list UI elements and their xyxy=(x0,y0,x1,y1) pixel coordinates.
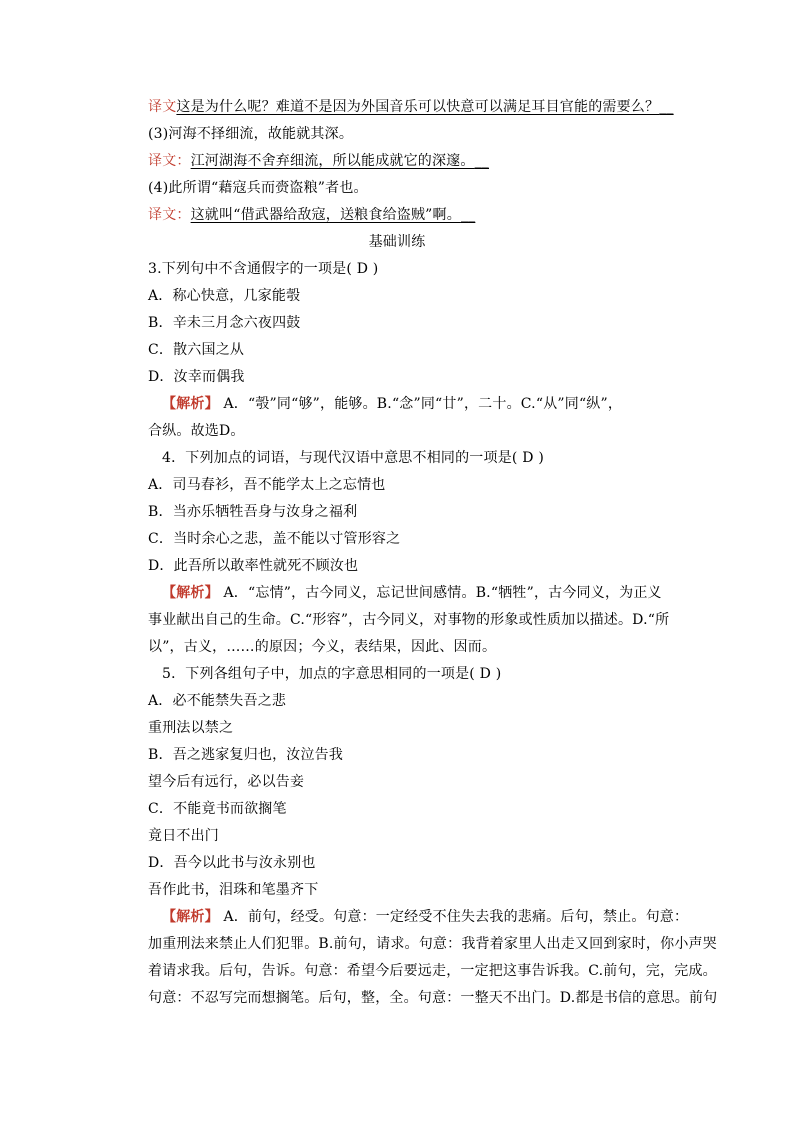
q4-analysis-line-1 xyxy=(162,583,662,603)
translation-label: 译文： xyxy=(148,207,191,223)
q4-option-d: D．此吾所以敢率性就死不顾汝也 xyxy=(148,558,359,574)
q4-option-a: A．司马春衫，吾不能学太上之忘情也 xyxy=(148,477,386,493)
analysis-tag: 【解析】 xyxy=(162,585,219,601)
q5-close: ) xyxy=(495,666,502,682)
q5-option-b-1: B．吾之逃家复归也，汝泣告我 xyxy=(148,747,344,763)
q5-analysis-line-1 xyxy=(162,907,688,927)
translation-4 xyxy=(148,205,475,225)
q5-option-d-2: 吾作此书，泪珠和笔墨齐下 xyxy=(148,882,319,898)
q5-analysis-line-2: 加重刑法来禁止人们犯罪。B.前句，请求。句意：我背着家里人出走又回到家时，你小声哭 xyxy=(148,936,717,952)
q5-option-b-2: 望今后有远行，必以告妾 xyxy=(148,774,305,790)
source-sentence-3: (3)河海不择细流，故能就其深。 xyxy=(148,126,354,142)
q4-option-b: B．当亦乐牺牲吾身与汝身之福利 xyxy=(148,504,358,520)
translation-text: 江河湖海不舍弃细流，所以能成就它的深邃。 xyxy=(190,153,475,169)
translation-label: 译文： xyxy=(148,153,191,169)
section-title: 基础训练 xyxy=(368,234,426,250)
q3-option-c: C．散六国之从 xyxy=(148,342,245,358)
q5-option-c-1: C．不能竟书而欲搁笔 xyxy=(148,801,287,817)
translation-1 xyxy=(148,97,674,117)
q4-option-c: C．当时余心之悲，盖不能以寸管形容之 xyxy=(148,531,401,547)
translation-text: 这就叫“借武器给敌寇，送粮食给盗贼”啊。 xyxy=(190,207,461,223)
analysis-text: A．“忘情”，古今同义，忘记世间感情。B.“牺牲”，古今同义，为正义 xyxy=(223,585,662,601)
q4-analysis-line-2: 事业献出自己的生命。C.“形容”，古今同义，对事物的形象或性质加以描述。D.“所 xyxy=(148,612,670,628)
q4-close: ) xyxy=(538,450,544,466)
q5-analysis-line-4: 句意：不忍写完而想搁笔。后句，整，全。句意：一整天不出门。D.都是书信的意思。前句 xyxy=(148,990,718,1006)
q3-answer: D xyxy=(356,261,369,277)
q4-analysis-line-3: 以”，古义，……的原因；今义，表结果，因此、因而。 xyxy=(148,639,497,655)
translation-text: 这是为什么呢？难道不是因为外国音乐可以快意可以满足耳目官能的需要么？ xyxy=(176,99,660,115)
q3-option-d: D．汝幸而偶我 xyxy=(148,369,245,385)
q5-option-d-1: D．吾今以此书与汝永别也 xyxy=(148,855,316,871)
q3-stem xyxy=(148,259,378,279)
translation-tail: __ xyxy=(474,153,490,169)
translation-tail: __ xyxy=(460,207,476,223)
analysis-text: A．“彀”同“够”，能够。B.“念”同“廿”，二十。C.“从”同“纵”， xyxy=(223,396,623,412)
q4-answer: D xyxy=(522,450,534,466)
analysis-tag: 【解析】 xyxy=(162,396,219,412)
source-sentence-4: (4)此所谓“藉寇兵而赍盗粮”者也。 xyxy=(148,180,368,196)
q3-option-a: A．称心快意，几家能彀 xyxy=(148,288,301,304)
q5-answer: D xyxy=(479,666,492,682)
q5-stem-text: 5．下列各组句子中，加点的字意思相同的一项是( xyxy=(162,666,475,682)
q3-option-b: B．辛未三月念六夜四鼓 xyxy=(148,315,301,331)
analysis-text: A．前句，经受。句意：一定经受不住失去我的悲痛。后句，禁止。句意： xyxy=(223,909,689,925)
q5-option-a-1: A．必不能禁失吾之悲 xyxy=(148,693,287,709)
q5-analysis-line-3: 着请求我。后句，告诉。句意：希望今后要远走，一定把这事告诉我。C.前句，完，完成。 xyxy=(148,963,717,979)
translation-3 xyxy=(148,151,489,171)
q5-option-a-2: 重刑法以禁之 xyxy=(148,720,234,736)
q5-option-c-2: 竟日不出门 xyxy=(148,828,219,844)
q5-stem xyxy=(162,664,501,684)
q3-close: ) xyxy=(372,261,379,277)
q3-stem-text: 3.下列句中不含通假字的一项是( xyxy=(148,261,353,277)
translation-tail: __ xyxy=(659,99,674,115)
analysis-tag: 【解析】 xyxy=(162,909,219,925)
q3-analysis-line-1 xyxy=(162,394,622,414)
q3-analysis-line-2: 合纵。故选D。 xyxy=(148,423,245,439)
translation-label: 译文 xyxy=(148,99,177,115)
q4-stem xyxy=(162,448,544,468)
q4-stem-text: 4．下列加点的词语，与现代汉语中意思不相同的一项是( xyxy=(162,450,518,466)
